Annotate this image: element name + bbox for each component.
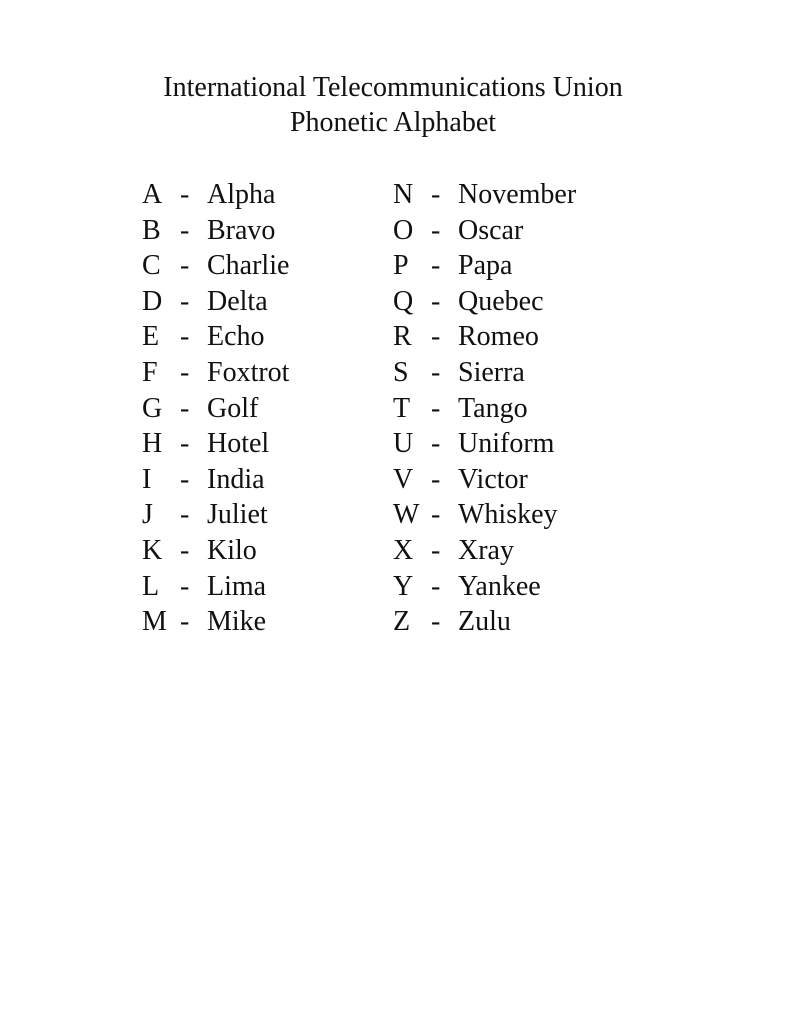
entry-separator: - [431, 499, 441, 531]
entry-separator: - [431, 179, 441, 210]
entry-letter: I [142, 463, 152, 495]
entry-codeword: Hotel [207, 428, 270, 460]
entry-letter: W [393, 499, 420, 531]
entry-letter: U [393, 428, 414, 460]
entry-letter: S [393, 356, 409, 388]
entry-separator: - [180, 392, 190, 424]
entry-separator: - [431, 534, 441, 566]
entry-letter: J [142, 499, 153, 531]
entry-letter: L [142, 570, 160, 602]
entry-separator: - [180, 570, 190, 602]
entry-codeword: Alpha [207, 179, 276, 210]
document-title: International Telecommunications Union [163, 72, 623, 103]
entry-separator: - [180, 285, 190, 317]
entry-letter: E [142, 321, 160, 353]
entry-letter: D [142, 285, 163, 317]
entry-separator: - [180, 428, 190, 460]
entry-letter: Z [393, 606, 411, 638]
entry-letter: K [142, 534, 163, 566]
entry-separator: - [180, 214, 190, 246]
entry-codeword: Romeo [458, 321, 539, 353]
entry-codeword: Echo [207, 321, 265, 353]
entry-codeword: Quebec [458, 285, 544, 317]
entry-separator: - [431, 356, 441, 388]
entry-separator: - [180, 463, 190, 495]
entry-codeword: Delta [207, 285, 268, 317]
entry-separator: - [180, 606, 190, 638]
entry-codeword: November [458, 179, 577, 210]
entry-separator: - [431, 428, 441, 460]
entry-letter: R [393, 321, 412, 353]
entry-codeword: Sierra [458, 356, 525, 388]
entry-codeword: Bravo [207, 214, 276, 246]
entry-letter: H [142, 428, 163, 460]
entry-letter: P [393, 250, 409, 282]
entry-codeword: Golf [207, 392, 259, 424]
document-subtitle: Phonetic Alphabet [289, 107, 497, 138]
entry-codeword: Charlie [207, 250, 290, 282]
entry-letter: N [393, 179, 414, 210]
entry-letter: M [142, 606, 167, 638]
entry-letter: F [142, 356, 158, 388]
entry-codeword: Foxtrot [207, 356, 290, 388]
entry-codeword: Uniform [458, 428, 555, 460]
entry-separator: - [431, 606, 441, 638]
entry-letter: C [142, 250, 161, 282]
entry-separator: - [431, 321, 441, 353]
entry-separator: - [431, 214, 441, 246]
entry-separator: - [431, 250, 441, 282]
entry-separator: - [180, 356, 190, 388]
entry-letter: V [393, 463, 414, 495]
entry-separator: - [431, 570, 441, 602]
entry-codeword: Yankee [458, 570, 541, 602]
entry-letter: B [142, 214, 161, 246]
entry-letter: Q [393, 285, 414, 317]
entry-codeword: Juliet [207, 499, 268, 531]
entry-codeword: Mike [207, 606, 267, 638]
entry-separator: - [180, 179, 190, 210]
entry-separator: - [180, 250, 190, 282]
entry-separator: - [431, 463, 441, 495]
entry-codeword: India [207, 463, 265, 495]
entry-letter: T [393, 392, 411, 424]
entry-separator: - [180, 499, 190, 531]
entry-codeword: Lima [207, 570, 267, 602]
entry-codeword: Victor [458, 463, 528, 495]
entry-separator: - [180, 321, 190, 353]
entry-letter: Y [393, 570, 414, 602]
entry-separator: - [431, 392, 441, 424]
entry-codeword: Papa [458, 250, 513, 282]
entry-letter: X [393, 534, 414, 566]
entry-separator: - [431, 285, 441, 317]
entry-codeword: Zulu [458, 606, 511, 638]
entry-codeword: Tango [458, 392, 528, 424]
entry-separator: - [180, 534, 190, 566]
entry-letter: A [142, 179, 163, 210]
entry-letter: G [142, 392, 163, 424]
entry-codeword: Whiskey [458, 499, 558, 531]
entry-codeword: Oscar [458, 214, 524, 246]
entry-codeword: Kilo [207, 534, 257, 566]
entry-letter: O [393, 214, 414, 246]
entry-codeword: Xray [458, 534, 514, 566]
